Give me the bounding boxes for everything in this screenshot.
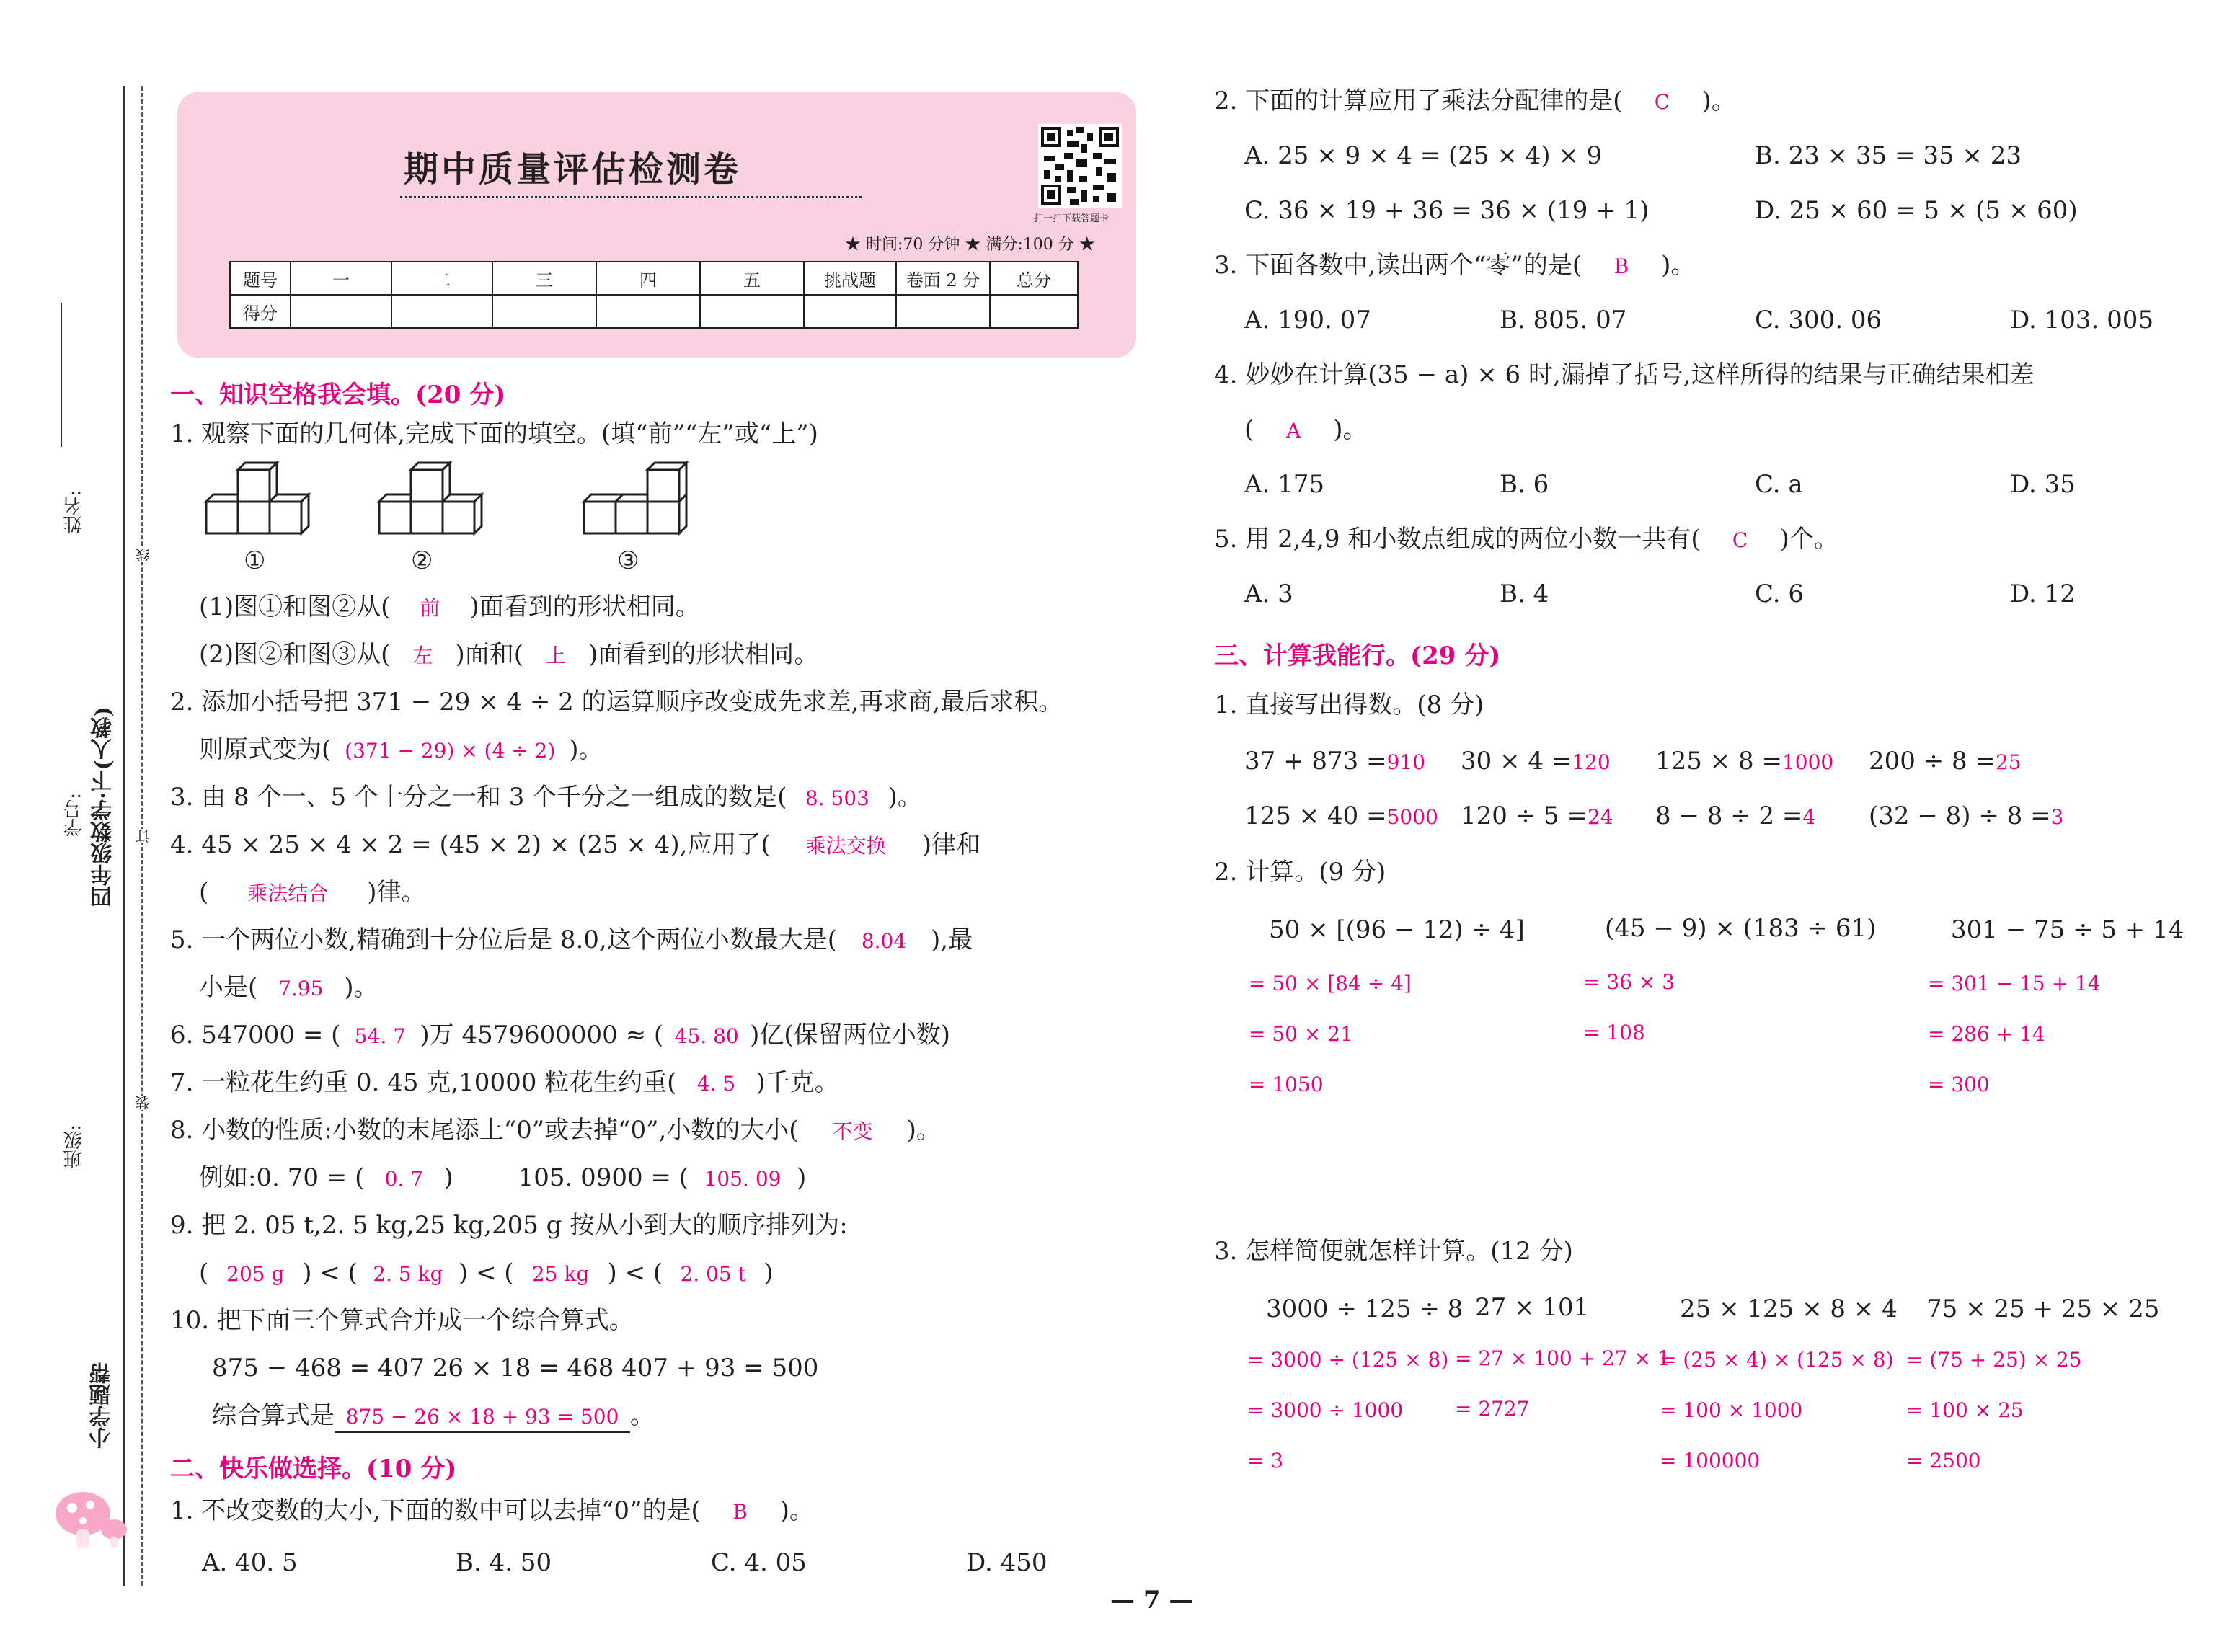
answer[interactable]: 8.04 bbox=[861, 929, 907, 953]
qr-caption: 扫一扫下载答题卡 bbox=[1034, 213, 1110, 224]
cut-mark-zhuang: 装 bbox=[133, 1096, 154, 1110]
brand-label: 小学题帮 bbox=[89, 1362, 115, 1449]
s2-q1-stem bbox=[170, 1496, 814, 1527]
text: ) < ( bbox=[607, 1258, 663, 1287]
text: 5. 用 2,4,9 和小数点组成的两位小数一共有( bbox=[1214, 525, 1701, 554]
answer[interactable]: 25 kg bbox=[531, 1262, 590, 1286]
oral-calc-item bbox=[1244, 747, 1425, 777]
s3-q2-title: 2. 计算。(9 分) bbox=[1214, 858, 1386, 887]
s1-q2-line2 bbox=[199, 735, 603, 765]
text: )。 bbox=[1701, 86, 1736, 115]
answer[interactable]: 左 bbox=[412, 644, 433, 667]
s2-q2-option-d[interactable]: D. 25 × 60 = 5 × (5 × 60) bbox=[1755, 196, 2078, 225]
text: )万 4579600000 ≈ ( bbox=[420, 1021, 664, 1049]
answer[interactable]: 0. 7 bbox=[384, 1167, 424, 1191]
s2-q1-option-c[interactable]: C. 4. 05 bbox=[711, 1548, 807, 1577]
s1-q1-part2 bbox=[199, 640, 818, 670]
text: ) bbox=[443, 1163, 453, 1192]
s1-q9-line2 bbox=[199, 1258, 773, 1289]
title-underline bbox=[400, 196, 862, 198]
answer[interactable]: 4. 5 bbox=[696, 1072, 736, 1096]
answer[interactable]: 8. 503 bbox=[805, 786, 869, 810]
text: ( bbox=[199, 878, 209, 907]
s1-q6 bbox=[170, 1021, 950, 1051]
s1-q4-line2 bbox=[199, 878, 426, 908]
text: )个。 bbox=[1779, 525, 1838, 554]
s1-q4-line1 bbox=[170, 830, 980, 861]
calc-step[interactable]: = 108 bbox=[1583, 1021, 1645, 1044]
calc-step[interactable]: = 1050 bbox=[1249, 1073, 1324, 1096]
text: ),最 bbox=[931, 925, 973, 954]
calc-step[interactable]: = 286 + 14 bbox=[1928, 1022, 2045, 1046]
text: ) bbox=[797, 1163, 807, 1192]
score-table-score-row bbox=[230, 295, 1078, 328]
text: 8. 小数的性质:小数的末尾添上“0”或去掉“0”,小数的大小( bbox=[170, 1116, 799, 1145]
text: 1. 不改变数的大小,下面的数中可以去掉“0”的是( bbox=[170, 1496, 701, 1525]
answer[interactable]: 1000 bbox=[1781, 750, 1834, 774]
text: )律和 bbox=[921, 830, 980, 859]
text: 则原式变为( bbox=[199, 735, 332, 764]
text: ( bbox=[1244, 415, 1254, 444]
s2-q3-option-d[interactable]: D. 103. 005 bbox=[2010, 306, 2154, 334]
text: ) < ( bbox=[458, 1258, 514, 1287]
calc-step[interactable]: = (75 + 25) × 25 bbox=[1906, 1348, 2082, 1372]
oral-calc-item bbox=[1461, 747, 1611, 777]
s2-q3-option-c[interactable]: C. 300. 06 bbox=[1755, 306, 1882, 334]
text: 7. 一粒花生约重 0. 45 克,10000 粒花生约重( bbox=[170, 1068, 677, 1097]
text: ) bbox=[763, 1258, 774, 1287]
oral-calc-item bbox=[1655, 801, 1815, 832]
answer[interactable]: 3 bbox=[2050, 805, 2064, 829]
s2-q1-option-d[interactable]: D. 450 bbox=[966, 1548, 1048, 1577]
oral-calc-item bbox=[1461, 801, 1613, 832]
mushroom-logo-icon bbox=[50, 1485, 130, 1557]
answer[interactable]: (371 − 29) × (4 ÷ 2) bbox=[345, 739, 556, 763]
score-cell[interactable] bbox=[700, 295, 804, 328]
answer[interactable]: 不变 bbox=[832, 1119, 873, 1143]
text: )面看到的形状相同。 bbox=[588, 640, 819, 669]
oral-calc-item bbox=[1869, 747, 2022, 777]
s3-q3-title: 3. 怎样简便就怎样计算。(12 分) bbox=[1214, 1237, 1573, 1266]
answer[interactable]: 上 bbox=[545, 644, 566, 667]
s2-q5-option-c[interactable]: C. 6 bbox=[1755, 579, 1805, 608]
answer[interactable]: 2. 05 t bbox=[680, 1262, 746, 1286]
s2-q2-stem bbox=[1214, 86, 1736, 117]
text: )律。 bbox=[367, 878, 426, 907]
s1-q1-part1 bbox=[199, 592, 700, 623]
calc-step[interactable]: = 2727 bbox=[1455, 1397, 1530, 1421]
text: (2)图②和图③从( bbox=[199, 640, 391, 669]
calc-step[interactable]: = 300 bbox=[1928, 1073, 1990, 1096]
text: 。 bbox=[630, 1401, 655, 1430]
s2-q5-option-b[interactable]: B. 4 bbox=[1500, 579, 1549, 608]
text: )。 bbox=[779, 1496, 814, 1525]
text: )千克。 bbox=[756, 1068, 839, 1097]
score-table-header-row bbox=[230, 262, 1078, 295]
expr: 8 − 8 ÷ 2 = bbox=[1655, 801, 1803, 830]
name-label: 姓名: bbox=[63, 490, 85, 534]
calc-step[interactable]: = 100000 bbox=[1660, 1449, 1761, 1473]
s1-q8-line1 bbox=[170, 1116, 941, 1146]
text: )。 bbox=[1333, 415, 1368, 444]
text: )。 bbox=[887, 783, 922, 812]
score-cell[interactable] bbox=[391, 295, 492, 328]
score-header-cell: 三 bbox=[492, 262, 596, 295]
s1-q10-line2: 875 − 468 = 407 26 × 18 = 468 407 + 93 = 500 bbox=[212, 1354, 819, 1382]
s1-q2-line1: 2. 添加小括号把 371 − 29 × 4 ÷ 2 的运算顺序改变成先求差,再求商,最后求积。 bbox=[170, 688, 1063, 716]
calc-step[interactable]: = 301 − 15 + 14 bbox=[1928, 972, 2101, 995]
text: 6. 547000 = ( bbox=[170, 1021, 341, 1049]
calc-step[interactable]: = 3000 ÷ 1000 bbox=[1247, 1398, 1404, 1422]
s3-q1-title: 1. 直接写出得数。(8 分) bbox=[1214, 690, 1484, 719]
answer[interactable]: 2. 5 kg bbox=[373, 1262, 443, 1286]
text: )亿(保留两位小数) bbox=[750, 1021, 950, 1049]
expr: 37 + 873 = bbox=[1244, 747, 1387, 776]
s2-q4-option-a[interactable]: A. 175 bbox=[1244, 470, 1325, 499]
s1-q10-line3 bbox=[212, 1401, 655, 1433]
figure-label-1: ① bbox=[244, 546, 266, 575]
calc-step[interactable]: = 3 bbox=[1247, 1449, 1284, 1473]
oral-calc-item bbox=[1869, 801, 2063, 832]
s1-q7 bbox=[170, 1068, 839, 1098]
score-header-cell: 五 bbox=[700, 262, 804, 295]
figure-label-3: ③ bbox=[617, 546, 639, 575]
s1-q9-line1: 9. 把 2. 05 t,2. 5 kg,25 kg,205 g 按从小到大的顺序排列为: bbox=[170, 1211, 848, 1240]
cube-figure-3 bbox=[577, 461, 692, 548]
answer[interactable]: 4 bbox=[1802, 805, 1816, 829]
answer[interactable]: C bbox=[1654, 90, 1670, 114]
text: )。 bbox=[906, 1116, 941, 1145]
expr: 120 ÷ 5 = bbox=[1461, 801, 1588, 830]
text: 综合算式是 bbox=[212, 1401, 335, 1430]
class-label: 班级: bbox=[63, 1124, 85, 1168]
expr: 200 ÷ 8 = bbox=[1869, 747, 1996, 776]
answer[interactable]: B bbox=[732, 1500, 748, 1524]
s1-q8-line2 bbox=[199, 1163, 806, 1194]
score-header-cell: 二 bbox=[391, 262, 492, 295]
expr: 30 × 4 = bbox=[1461, 747, 1572, 776]
calc-expression: 3000 ÷ 125 ÷ 8 bbox=[1266, 1294, 1464, 1323]
score-table bbox=[229, 261, 1079, 329]
calc-expression: 75 × 25 + 25 × 25 bbox=[1926, 1294, 2160, 1323]
page-number: — 7 — bbox=[1110, 1586, 1194, 1615]
section3-heading: 三、计算我能行。(29 分) bbox=[1214, 641, 1501, 670]
calc-step[interactable]: = 100 × 25 bbox=[1906, 1398, 2024, 1422]
text: 5. 一个两位小数,精确到十分位后是 8.0,这个两位小数最大是( bbox=[170, 925, 838, 954]
calc-step[interactable]: = 27 × 100 + 27 × 1 bbox=[1455, 1346, 1670, 1370]
answer[interactable]: 前 bbox=[420, 596, 440, 620]
score-header-cell: 总分 bbox=[990, 262, 1078, 295]
calc-expression: 50 × [(96 − 12) ÷ 4] bbox=[1269, 915, 1525, 944]
section1-heading: 一、知识空格我会填。(20 分) bbox=[170, 381, 506, 409]
cut-mark-xian: 线 bbox=[133, 548, 154, 562]
oral-calc-item bbox=[1655, 747, 1833, 777]
s2-q4-line2 bbox=[1244, 415, 1368, 445]
answer[interactable]: 25 bbox=[1995, 750, 2022, 774]
calc-step[interactable]: = 50 × [84 ÷ 4] bbox=[1249, 972, 1412, 995]
s2-q2-option-b[interactable]: B. 23 × 35 = 35 × 23 bbox=[1755, 141, 2022, 170]
score-cell[interactable] bbox=[804, 295, 896, 328]
s2-q1-option-a[interactable]: A. 40. 5 bbox=[202, 1548, 298, 1577]
text: )面看到的形状相同。 bbox=[469, 592, 700, 621]
score-cell[interactable] bbox=[596, 295, 700, 328]
score-header-cell: 卷面 2 分 bbox=[896, 262, 990, 295]
s1-q5-line2 bbox=[199, 973, 378, 1003]
calc-step[interactable]: = 50 × 21 bbox=[1249, 1022, 1353, 1046]
text: ) < ( bbox=[302, 1258, 358, 1287]
oral-calc-item bbox=[1244, 801, 1438, 832]
s2-q4-option-d[interactable]: D. 35 bbox=[2010, 470, 2076, 499]
text: 例如:0. 70 = ( bbox=[199, 1163, 365, 1192]
s1-q3 bbox=[170, 783, 922, 813]
page-title: 期中质量评估检测卷 bbox=[404, 149, 742, 190]
text: 4. 45 × 25 × 4 × 2 = (45 × 2) × (25 × 4),应用了( bbox=[170, 830, 771, 859]
s1-q1-text: 1. 观察下面的几何体,完成下面的填空。(填“前”“左”或“上”) bbox=[170, 419, 818, 448]
text: 105. 0900 = ( bbox=[518, 1163, 689, 1192]
score-header-cell: 挑战题 bbox=[804, 262, 896, 295]
score-row-label: 得分 bbox=[230, 295, 291, 328]
answer[interactable]: C bbox=[1732, 528, 1748, 552]
answer[interactable]: A bbox=[1286, 419, 1301, 443]
figure-label-2: ② bbox=[411, 546, 433, 575]
text: )面和( bbox=[455, 640, 523, 669]
cut-mark-ding: 订 bbox=[133, 829, 154, 843]
s2-q3-stem bbox=[1214, 251, 1695, 281]
s2-q4-option-b[interactable]: B. 6 bbox=[1500, 470, 1549, 499]
s2-q5-option-a[interactable]: A. 3 bbox=[1244, 579, 1293, 608]
section2-heading: 二、快乐做选择。(10 分) bbox=[170, 1455, 457, 1483]
calc-step[interactable]: = 3000 ÷ (125 × 8) bbox=[1247, 1348, 1449, 1372]
answer[interactable]: 105. 09 bbox=[704, 1167, 782, 1191]
answer[interactable]: 205 g bbox=[226, 1262, 285, 1286]
s2-q2-option-a[interactable]: A. 25 × 9 × 4 = (25 × 4) × 9 bbox=[1244, 141, 1603, 170]
s2-q5-stem bbox=[1214, 525, 1838, 555]
calc-expression: 27 × 101 bbox=[1475, 1293, 1590, 1322]
calc-step[interactable]: = 36 × 3 bbox=[1583, 970, 1675, 994]
text: )。 bbox=[1661, 251, 1696, 280]
answer[interactable]: 120 bbox=[1572, 750, 1611, 774]
score-cell[interactable] bbox=[291, 295, 391, 328]
expr: 125 × 40 = bbox=[1244, 801, 1387, 830]
expr: 125 × 8 = bbox=[1655, 747, 1782, 776]
answer[interactable]: 910 bbox=[1386, 750, 1426, 774]
text: ( bbox=[199, 1258, 209, 1287]
name-blank bbox=[61, 303, 62, 447]
cube-figure-1 bbox=[199, 461, 314, 548]
s2-q2-option-c[interactable]: C. 36 × 19 + 36 = 36 × (19 + 1) bbox=[1244, 196, 1650, 225]
text: (1)图①和图②从( bbox=[199, 592, 391, 621]
calc-expression: (45 − 9) × (183 ÷ 61) bbox=[1605, 914, 1877, 943]
text: 3. 由 8 个一、5 个十分之一和 3 个千分之一组成的数是( bbox=[170, 783, 787, 812]
answer[interactable]: 5000 bbox=[1386, 805, 1438, 829]
score-cell[interactable] bbox=[990, 295, 1078, 328]
text: )。 bbox=[344, 973, 378, 1002]
calc-step[interactable]: = (25 × 4) × (125 × 8) bbox=[1660, 1348, 1894, 1372]
score-cell[interactable] bbox=[896, 295, 990, 328]
qr-code-icon[interactable] bbox=[1038, 124, 1122, 208]
exam-meta: ★ 时间:70 分钟 ★ 满分:100 分 ★ bbox=[845, 236, 1095, 254]
text: 3. 下面各数中,读出两个“零”的是( bbox=[1214, 251, 1582, 280]
calc-step[interactable]: = 100 × 1000 bbox=[1660, 1398, 1803, 1422]
answer[interactable]: 45. 80 bbox=[674, 1024, 739, 1048]
s2-q3-option-b[interactable]: B. 805. 07 bbox=[1500, 306, 1627, 334]
answer[interactable]: 24 bbox=[1587, 805, 1613, 829]
text: )。 bbox=[569, 735, 603, 764]
s2-q5-option-d[interactable]: D. 12 bbox=[2010, 579, 2076, 608]
calc-step[interactable]: = 2500 bbox=[1906, 1449, 1981, 1473]
calc-expression: 301 − 75 ÷ 5 + 14 bbox=[1951, 915, 2184, 944]
book-label: 四年级数学·下(人教) bbox=[91, 706, 116, 907]
score-header-cell: 题号 bbox=[230, 262, 291, 295]
answer[interactable]: 乘法交换 bbox=[805, 834, 887, 858]
calc-expression: 25 × 125 × 8 × 4 bbox=[1680, 1294, 1898, 1323]
cube-figure-2 bbox=[372, 461, 487, 548]
answer[interactable]: 875 − 26 × 18 + 93 = 500 bbox=[335, 1403, 630, 1433]
score-header-cell: 四 bbox=[596, 262, 700, 295]
expr: (32 − 8) ÷ 8 = bbox=[1869, 801, 2051, 830]
s1-q10-line1: 10. 把下面三个算式合并成一个综合算式。 bbox=[170, 1306, 634, 1335]
answer[interactable]: B bbox=[1613, 254, 1629, 278]
binding-line bbox=[123, 86, 125, 1586]
answer[interactable]: 7.95 bbox=[278, 977, 324, 1000]
s1-q5-line1 bbox=[170, 925, 973, 956]
s2-q4-line1: 4. 妙妙在计算(35 − a) × 6 时,漏掉了括号,这样所得的结果与正确结果相差 bbox=[1214, 360, 2035, 389]
answer[interactable]: 54. 7 bbox=[354, 1024, 407, 1048]
answer[interactable]: 乘法结合 bbox=[247, 881, 329, 905]
student-id-label: 学号: bbox=[63, 793, 85, 837]
text: 2. 下面的计算应用了乘法分配律的是( bbox=[1214, 86, 1623, 115]
score-cell[interactable] bbox=[492, 295, 596, 328]
s2-q4-option-c[interactable]: C. a bbox=[1755, 470, 1803, 499]
s2-q1-option-b[interactable]: B. 4. 50 bbox=[456, 1548, 552, 1577]
text: 小是( bbox=[199, 973, 258, 1002]
s2-q3-option-a[interactable]: A. 190. 07 bbox=[1244, 306, 1371, 334]
score-header-cell: 一 bbox=[291, 262, 391, 295]
